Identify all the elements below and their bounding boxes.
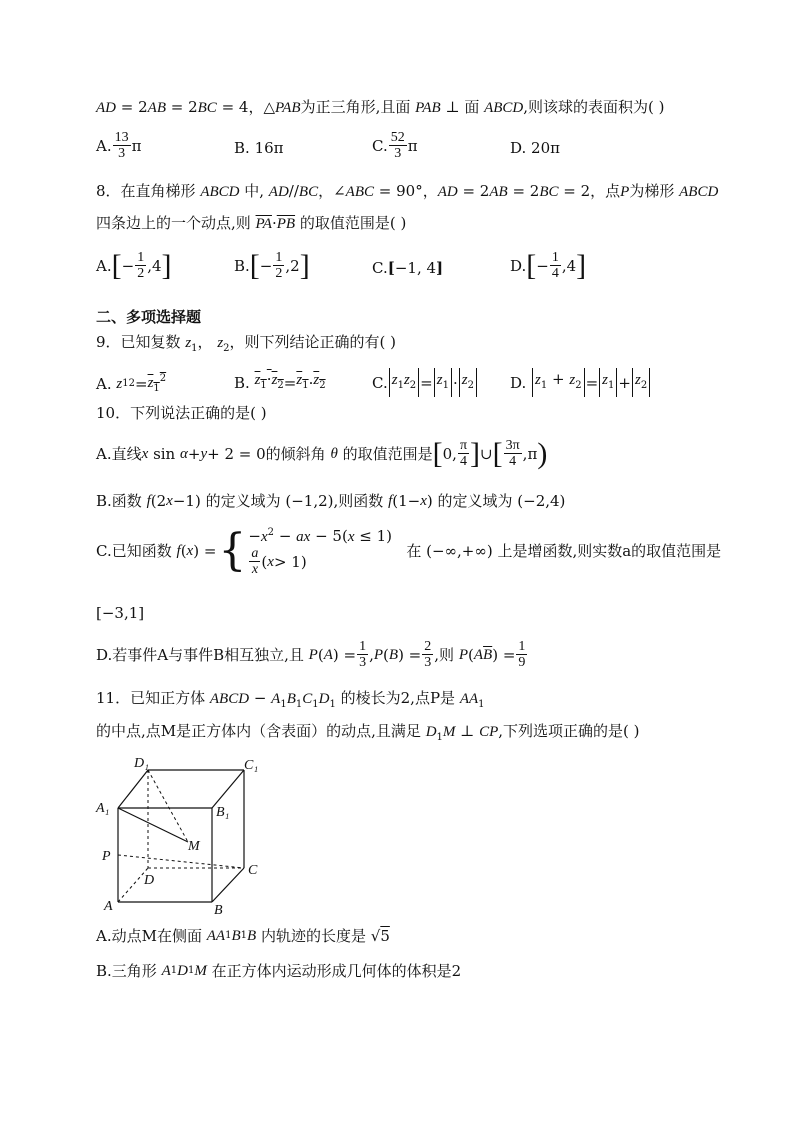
- q9-option-d: D. $z_1 + z_2$ = $z_1$ + $z_2$: [510, 368, 651, 397]
- label-b: B: [214, 903, 223, 916]
- edge-a1d1: [118, 770, 148, 808]
- label-m: M: [188, 839, 200, 854]
- q7-option-d: D. 20π: [510, 139, 560, 157]
- label-a: A: [104, 899, 113, 914]
- label-c1: C₁: [244, 758, 259, 773]
- q9-stem: 9．已知复数 $z_1$， $z_2$，则下列结论正确的有( ): [96, 333, 397, 354]
- segment-d1m-hidden: [148, 770, 188, 842]
- q8-option-d: D. [ − $\frac{1}{4}$ ,4 ]: [510, 248, 587, 282]
- q10-option-b: B. 函数 f (2 x −1) 的定义域为 (−1,2) ,则函数 f (1− x ) 的定义域为 (−2,4): [96, 492, 566, 510]
- q8-stem-line2: 四条边上的一个动点,则 $\overline{PA}\cdot\overline{PB}$ 的取值范围是( ): [96, 214, 407, 232]
- label-c: C: [248, 863, 258, 878]
- q7-option-a: A. $\frac{13}{3}$ π: [96, 130, 142, 161]
- label-d1: D₁: [134, 756, 149, 771]
- q11-option-a: A. 动点M在侧面 AA 1 B 1 B 内轨迹的长度是 √ 5: [96, 927, 390, 945]
- q10-option-a: A. 直线 x sin α + y + 2 = 0 的倾斜角 θ 的取值范围是 [ 0, $\frac{\pi}{4}$ ] ∪ [ $\frac{3\pi}{4}$ ,π ): [96, 436, 548, 470]
- q9-option-b: B. $z_1\cdot z_2$ = $z_1$ · $z_2$: [234, 370, 326, 392]
- edge-b1c1: [212, 770, 244, 808]
- section-heading: 二、多项选择题: [96, 308, 202, 326]
- q8-option-a: A. [ − $\frac{1}{2}$ ,4 ]: [96, 248, 172, 282]
- q7-stem: AD = 2AB = 2BC = 4，△PAB为正三角形,且面 PAB ⊥ 面 ABCD,则该球的表面积为( ): [96, 98, 665, 116]
- label-p: P: [102, 849, 111, 864]
- q7-option-b: B. 16π: [234, 139, 284, 157]
- segment-pc-hidden: [118, 855, 244, 868]
- q11-option-b: B. 三角形 A 1 D 1 M 在正方体内运动形成几何体的体积是2: [96, 962, 462, 980]
- q11-stem-line2: 的中点,点M是正方体内（含表面）的动点,且满足 $D_1M$ ⊥ CP,下列选项正确的是( ): [96, 722, 640, 743]
- q7-option-c: C. $\frac{52}{3}$ π: [372, 130, 418, 161]
- edge-bc: [212, 868, 244, 902]
- label-b1: B₁: [216, 805, 230, 820]
- q8-option-c: C. [ −1, 4 ]: [372, 259, 444, 277]
- q8-stem-line1: 8．在直角梯形 ABCD 中, AD//BC，∠ABC = 90°，AD = 2AB = 2BC = 2，点P为梯形 ABCD: [96, 182, 719, 200]
- q10-stem: 10．下列说法正确的是( ): [96, 404, 267, 422]
- label-a1: A₁: [96, 801, 110, 816]
- q8-option-b: B. [ − $\frac{1}{2}$ ,2 ]: [234, 248, 310, 282]
- q10-option-c: C. 已知函数 f ( x ) = { $-x^2$ − ax − 5(x ≤ 1) $\frac{a}{x}$ ( x > 1) 在 (−∞,+∞) 上是增函数,则实数a的取值范围是: [96, 524, 722, 577]
- segment-a1m: [118, 808, 188, 842]
- label-d: D: [144, 873, 155, 888]
- q9-option-a: A. z 1 2 = $z_1^2$: [96, 373, 167, 394]
- q10-option-c-range: [−3,1]: [96, 604, 145, 622]
- q9-option-c: C. $z_1z_2$ = $z_1$ · $z_2$: [372, 368, 478, 397]
- q11-stem-line1: 11．已知正方体 ABCD − $A_1B_1C_1D_1$ 的棱长为2,点P是 $AA_1$: [96, 689, 485, 710]
- q10-option-d: D. 若事件A与事件B相互独立,且 P ( A ) = $\frac{1}{3}$ , P ( B ) = $\frac{2}{3}$ ,则 P ( A $\overline{B}$ ) = $\frac{1}{9}$: [96, 639, 526, 670]
- cube-figure: [92, 756, 272, 916]
